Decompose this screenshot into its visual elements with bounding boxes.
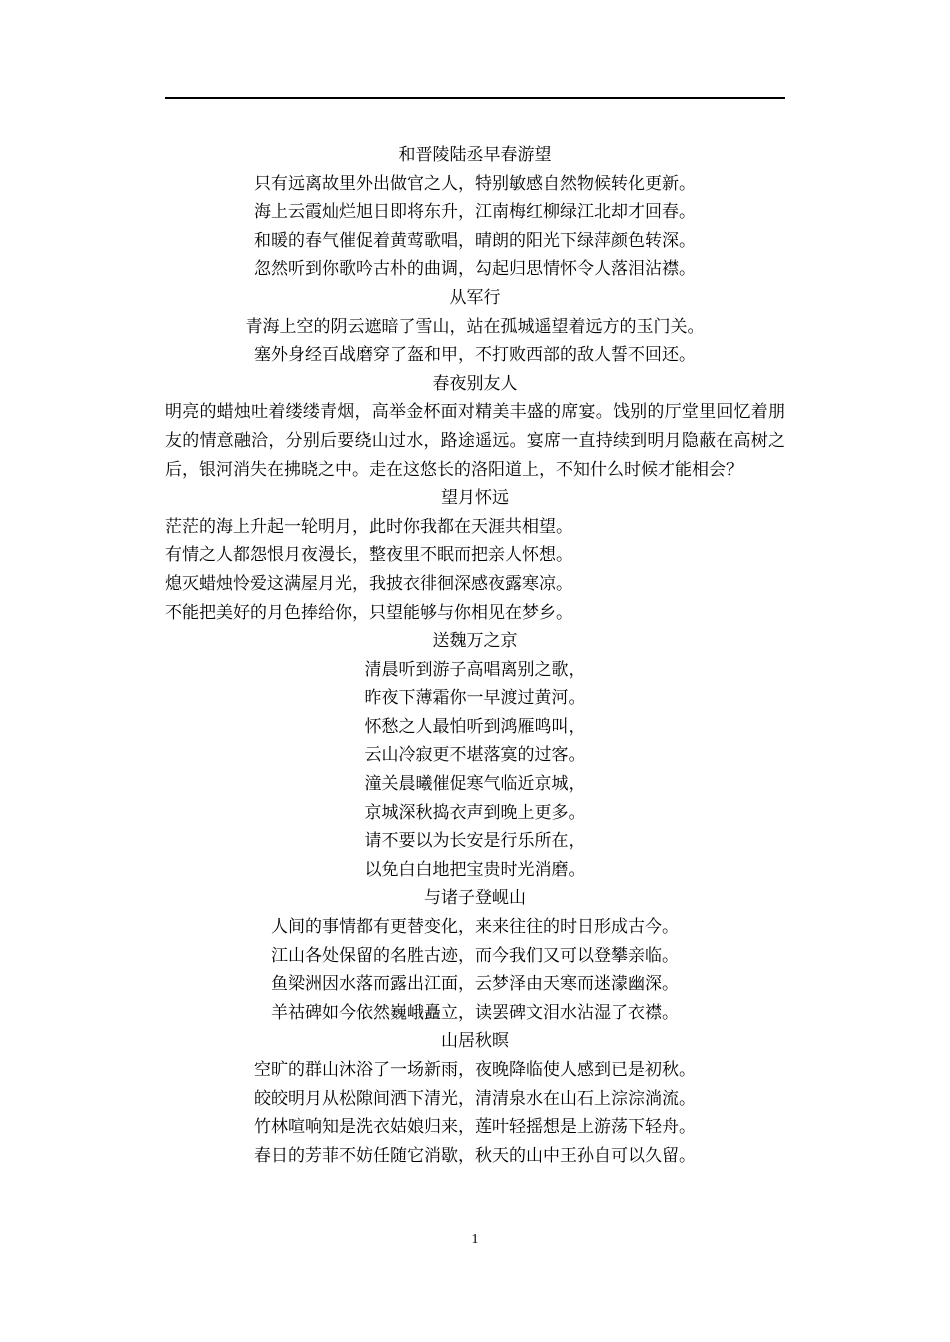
poem-line: 熄灭蜡烛怜爱这满屋月光，我披衣徘徊深感夜露寒凉。 [165, 573, 573, 594]
poem-line: 皎皎明月从松隙间洒下清光，清清泉水在山石上淙淙淌流。 [254, 1088, 696, 1109]
poem-line: 请不要以为长安是行乐所在， [364, 831, 586, 852]
poem-line: 塞外身经百战磨穿了盔和甲，不打败西部的敌人誓不回还。 [254, 345, 696, 366]
poem-line: 怀愁之人最怕听到鸿雁鸣叫， [364, 716, 586, 737]
header-rule [165, 97, 785, 99]
poem-line: 不能把美好的月色捧给你，只望能够与你相见在梦乡。 [165, 602, 573, 623]
poem-line: 有情之人都怨恨月夜漫长，整夜里不眠而把亲人怀想。 [165, 545, 573, 566]
poem-line: 羊祜碑如今依然巍峨矗立，读罢碑文泪水沾湿了衣襟。 [271, 1002, 679, 1023]
poem-title: 春夜别友人 [432, 373, 518, 394]
poem-line: 只有远离故里外出做官之人，特别敏感自然物候转化更新。 [254, 173, 696, 194]
poem-line: 鱼梁洲因水落而露出江面，云梦泽由天寒而迷濛幽深。 [271, 974, 679, 995]
poem-line: 以免白白地把宝贵时光消磨。 [364, 859, 586, 880]
poem-line: 海上云霞灿烂旭日即将东升，江南梅红柳绿江北却才回春。 [254, 202, 696, 223]
poem-line: 昨夜下薄霜你一早渡过黄河。 [364, 688, 586, 709]
poem-section [165, 141, 785, 284]
poem-line: 人间的事情都有更替变化，来来往往的时日形成古今。 [271, 917, 679, 938]
document-body [165, 141, 785, 1170]
poem-line: 青海上空的阴云遮暗了雪山，站在孤城遥望着远方的玉门关。 [245, 316, 705, 337]
poem-line: 京城深秋捣衣声到晚上更多。 [364, 802, 586, 823]
poem-section [165, 884, 785, 1027]
poem-section [165, 1027, 785, 1170]
poem-section [165, 627, 785, 884]
poem-line: 清晨听到游子高唱离别之歌， [364, 659, 586, 680]
poem-section [165, 484, 785, 627]
poem-title: 与诸子登岘山 [424, 888, 526, 909]
poem-line: 云山冷寂更不堪落寞的过客。 [364, 745, 586, 766]
poem-title: 山居秋暝 [441, 1031, 509, 1052]
poem-title: 和晋陵陆丞早春游望 [398, 145, 552, 165]
poem-line: 潼关晨曦催促寒气临近京城， [364, 774, 586, 795]
poem-section [165, 370, 785, 484]
poem-title: 送魏万之京 [432, 631, 518, 652]
poem-section [165, 284, 785, 370]
poem-title: 望月怀远 [441, 488, 509, 509]
poem-paragraph: 明亮的蜡烛吐着缕缕青烟，高举金杯面对精美丰盛的席宴。饯别的厅堂里回忆着朋友的情意融洽，分别后要绕山过水，路途遥远。宴席一直持续到明月隐蔽在高树之后，银河消失在拂晓之中。走在这悠长的洛阳道上，不知什么时候才能相会？ [165, 402, 785, 480]
poem-line: 竹林喧响知是洗衣姑娘归来，莲叶轻摇想是上游荡下轻舟。 [254, 1117, 696, 1138]
poem-line: 和暖的春气催促着黄莺歌唱，晴朗的阳光下绿萍颜色转深。 [254, 230, 696, 251]
poem-line: 春日的芳菲不妨任随它消歇，秋天的山中王孙自可以久留。 [254, 1145, 696, 1166]
poem-line: 忽然听到你歌吟古朴的曲调，勾起归思情怀令人落泪沾襟。 [254, 259, 696, 280]
poem-line: 江山各处保留的名胜古迹，而今我们又可以登攀亲临。 [271, 945, 679, 966]
page-number: 1 [471, 1232, 479, 1247]
poem-title: 从军行 [449, 287, 501, 308]
poem-line: 茫茫的海上升起一轮明月，此时你我都在天涯共相望。 [165, 516, 573, 537]
poem-line: 空旷的群山沐浴了一场新雨，夜晚降临使人感到已是初秋。 [254, 1060, 696, 1080]
